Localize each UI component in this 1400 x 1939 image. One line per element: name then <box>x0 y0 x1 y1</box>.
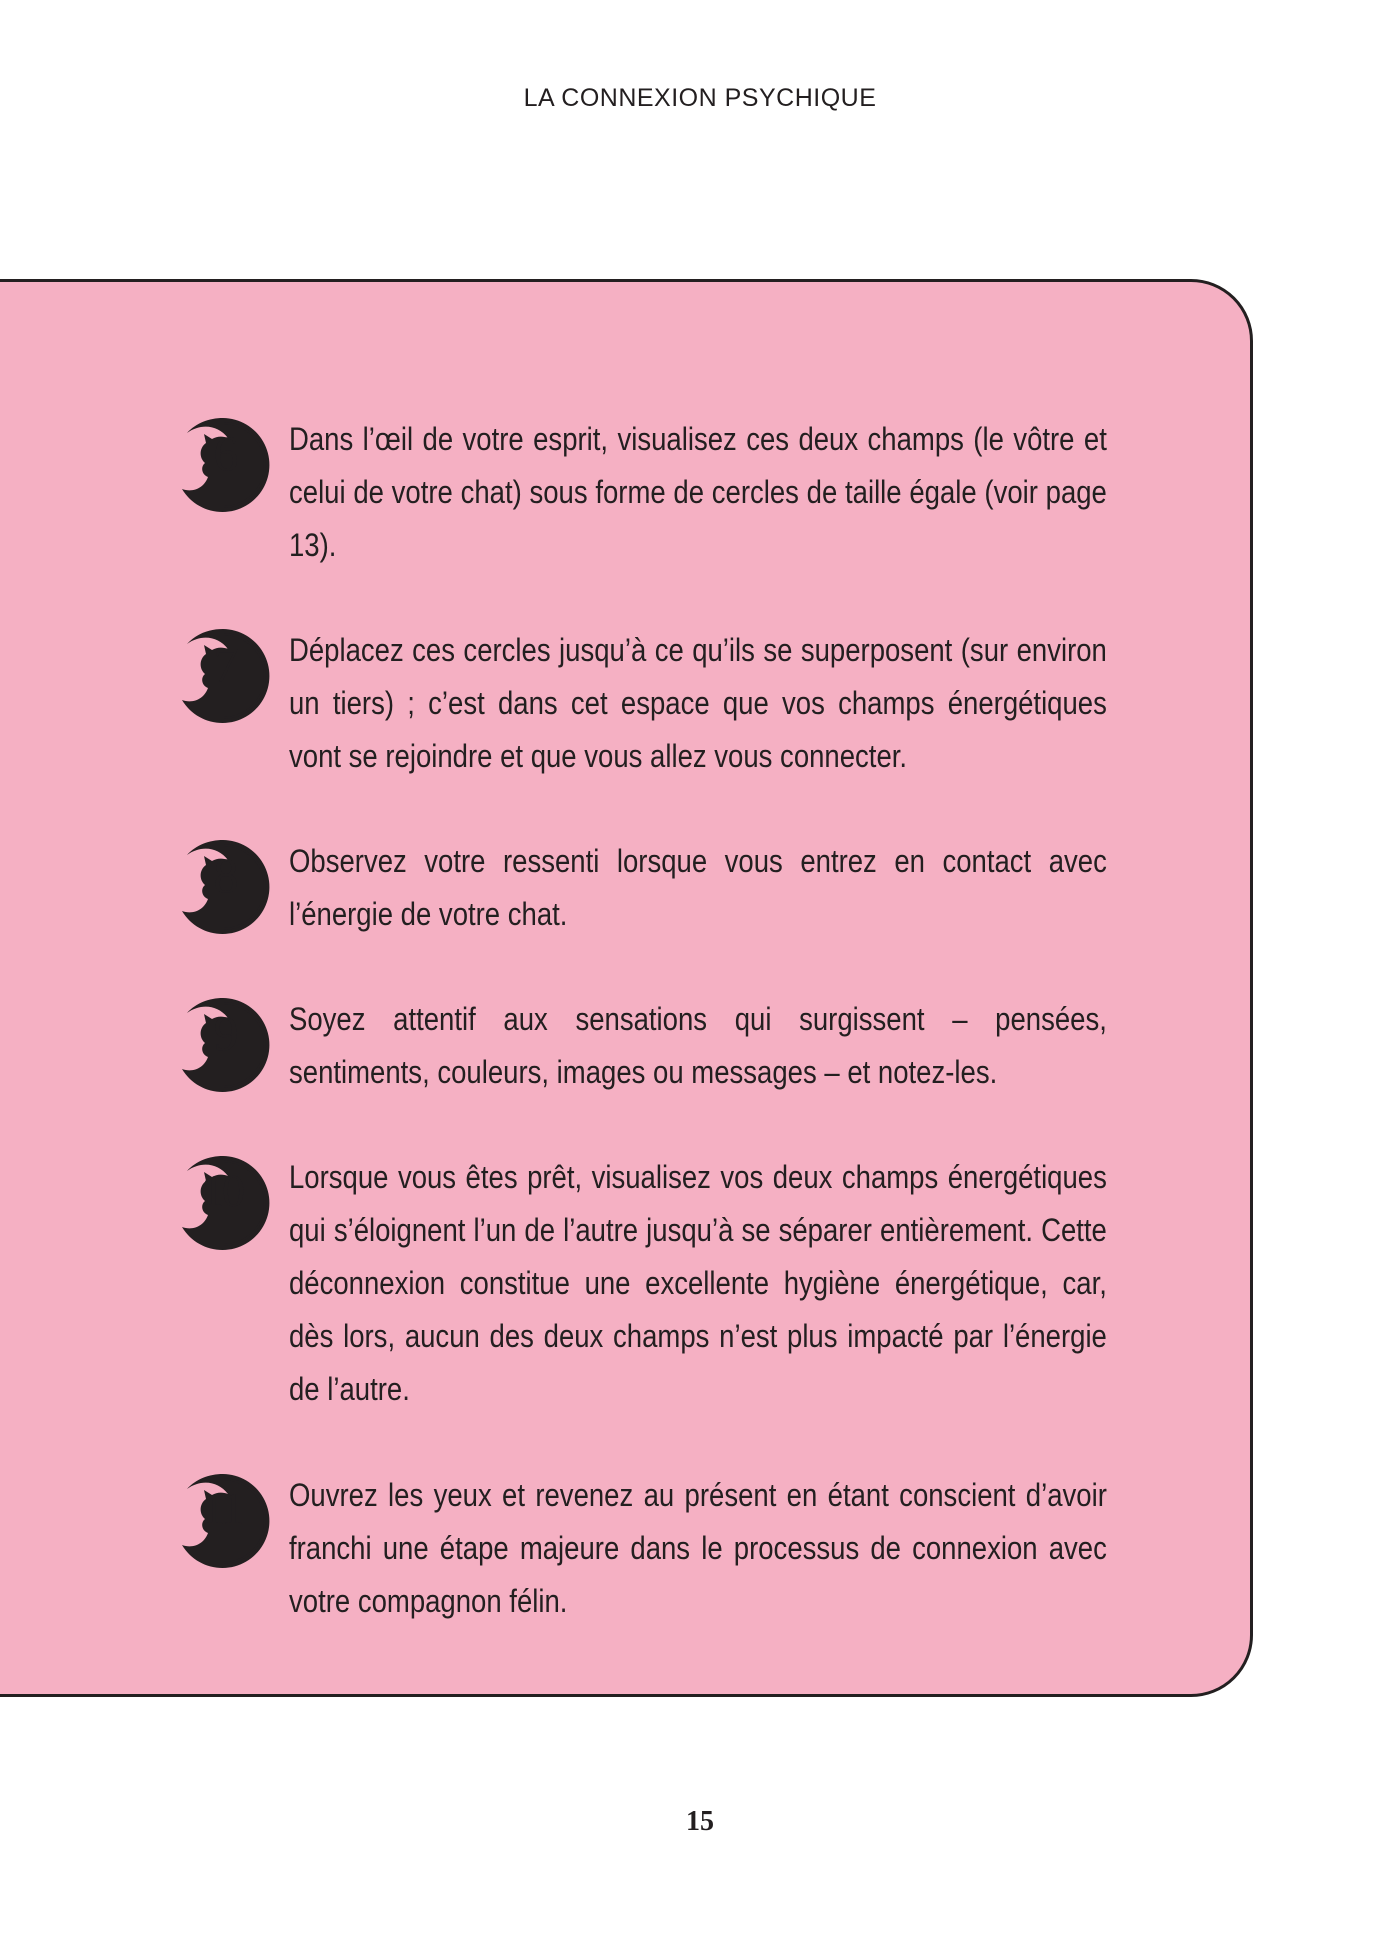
running-title: LA CONNEXION PSYCHIQUE <box>523 84 877 112</box>
cat-circle-icon <box>173 1153 273 1253</box>
step-number: 10 <box>201 1165 243 1216</box>
cat-circle-icon <box>173 837 273 937</box>
cat-circle-icon <box>173 626 273 726</box>
step-number: 6 <box>213 425 239 481</box>
cat-circle-icon <box>173 995 273 1095</box>
step-number: 8 <box>213 847 239 903</box>
step-text: Dans l’œil de votre esprit, visualisez ces deux champs (le vôtre et celui de votre chat) sous forme de cercles de taille égale (voir page 13). <box>289 421 1107 563</box>
step-text: Soyez attentif aux sensations qui surgissent – pensées, sentiments, couleurs, images ou messages – et notez-les. <box>289 1001 1107 1090</box>
step-text: Observez votre ressenti lorsque vous entrez en contact avec l’énergie de votre chat. <box>289 843 1107 932</box>
page-number: 15 <box>686 1806 714 1837</box>
step-number: 11 <box>201 1483 243 1534</box>
cat-circle-icon <box>173 1471 273 1571</box>
step-number: 7 <box>213 636 239 692</box>
step-number: 9 <box>213 1005 239 1061</box>
step-text: Lorsque vous êtes prêt, visualisez vos deux champs énergétiques qui s’éloignent l’un de l’autre jusqu’à se séparer entièrement. Cette déconnexion constitue une excellente hygiène énergétique, car, dès lors, aucun des deux champs n’est plus impacté par l’énergie de l’autre. <box>289 1159 1107 1407</box>
step-text: Ouvrez les yeux et revenez au présent en étant conscient d’avoir franchi une étape majeure dans le processus de connexion avec votre compagnon félin. <box>289 1477 1107 1619</box>
cat-circle-icon <box>173 415 273 515</box>
step-text: Déplacez ces cercles jusqu’à ce qu’ils se superposent (sur environ un tiers) ; c’est dans cet espace que vos champs énergétiques vont se rejoindre et que vous allez vous connecter. <box>289 632 1107 774</box>
